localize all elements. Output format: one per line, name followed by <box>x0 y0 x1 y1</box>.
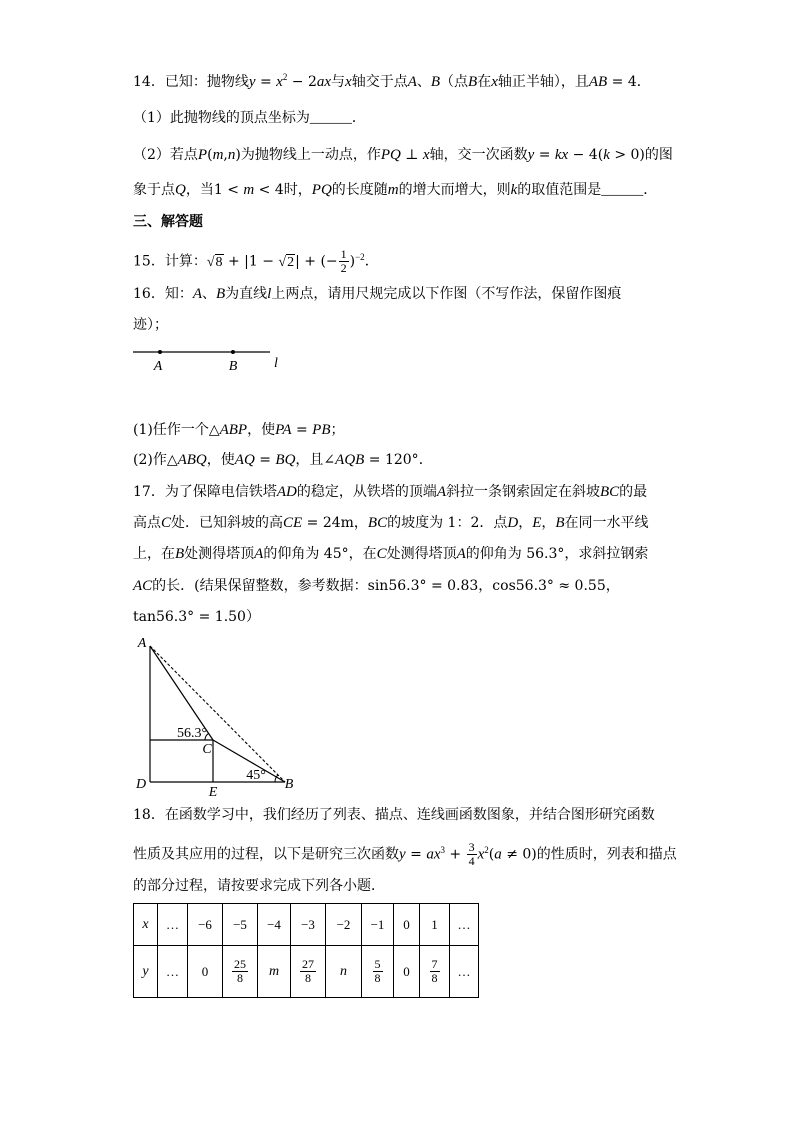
table-cell <box>188 946 223 998</box>
fraction-denominator: 8 <box>305 971 311 985</box>
fraction <box>339 248 349 275</box>
table-cell <box>291 946 326 998</box>
table-cell <box>158 946 188 998</box>
text-run: ． <box>643 182 658 198</box>
table-cell <box>158 904 188 946</box>
text-run: < 4 <box>254 182 284 198</box>
text-run: −3 <box>301 916 315 932</box>
text-run: 0 <box>403 963 410 979</box>
math-run: Q <box>175 182 186 198</box>
math-run: k <box>510 182 518 198</box>
text-run: cos56.3° ≈ 0.55 <box>492 578 606 594</box>
text-run: ， <box>353 515 368 531</box>
label-l: l <box>274 356 278 371</box>
math-run: ABP <box>219 422 248 438</box>
text-run: 的取值范围是 <box>517 182 602 198</box>
text-run: 处．已知斜坡的高 <box>171 515 284 531</box>
math-run: A <box>192 286 202 302</box>
text-run: 在同一水平线 <box>564 515 649 531</box>
text-run: 斜拉一条钢索固定在斜坡 <box>446 484 600 500</box>
text-run: tan56.3° = 1.50 <box>133 609 246 625</box>
math-run: m <box>212 147 224 163</box>
q18-line-1 <box>133 805 655 825</box>
text-run: 性质及其应用的过程，以下是研究三次函数 <box>133 846 399 863</box>
text-run: = <box>405 846 427 863</box>
text-run: + |1 − <box>223 253 279 270</box>
table-cell <box>450 946 479 998</box>
text-run: 15．计算： <box>133 253 207 270</box>
text-run: −5 <box>233 916 247 932</box>
radical-sign: √ <box>206 254 215 270</box>
math-run: PA <box>275 422 292 438</box>
text-run: … <box>166 963 179 979</box>
square-root <box>278 253 295 273</box>
q17-line-5 <box>133 607 260 627</box>
fraction <box>467 841 477 868</box>
text-run: − 2 <box>287 74 317 90</box>
fraction-denominator: 4 <box>468 854 475 868</box>
angle-label-b: 45° <box>246 768 266 783</box>
text-run: 1 <box>431 916 438 932</box>
fraction <box>300 958 316 985</box>
table-cell <box>223 946 258 998</box>
math-run: ax <box>426 846 441 863</box>
table-row-x <box>134 904 479 946</box>
text-run: 的性质时，列表和描点 <box>536 846 677 863</box>
text-run: −4 <box>267 916 281 932</box>
math-run: x <box>422 147 430 163</box>
text-run: + <box>444 846 466 863</box>
math-run: PB <box>312 422 331 438</box>
superscript: −2 <box>355 251 365 262</box>
text-run: ，使 <box>206 452 235 468</box>
math-run: y <box>248 74 256 90</box>
text-run: 18．在函数学习中，我们经历了列表、描点、连线画函数图象，并结合图形研究函数 <box>133 807 655 823</box>
q18-line-2 <box>133 841 677 868</box>
math-run: CE <box>283 515 303 531</box>
q16-figure <box>120 335 300 380</box>
math-run: C <box>376 546 387 562</box>
math-run: y <box>142 964 149 979</box>
q14-part-2-continued <box>133 180 657 201</box>
math-run: l <box>267 286 272 302</box>
fraction-numerator: 7 <box>431 957 438 971</box>
table-cell <box>362 904 394 946</box>
superscript: 2 <box>484 844 489 855</box>
math-run: PQ <box>380 147 401 163</box>
text-run: 的长．(结果保留整数，参考数据： <box>152 578 368 594</box>
text-run: 16．知： <box>133 286 193 302</box>
text-run: 为抛物线上一动点，作 <box>240 147 381 163</box>
math-run: B <box>216 286 226 302</box>
text-run: 在 <box>477 74 492 90</box>
text-run: 14．已知：抛物线 <box>133 74 249 90</box>
text-run: −6 <box>198 916 212 932</box>
label-b: B <box>284 777 294 792</box>
text-run: , <box>223 147 228 163</box>
point-a <box>158 350 162 354</box>
text-run: sin56.3° = 0.83 <box>367 578 479 594</box>
table-cell <box>326 904 362 946</box>
point-b <box>231 350 235 354</box>
text-run: 的稳定，从铁塔的顶端 <box>296 484 437 500</box>
math-run: y <box>527 147 535 163</box>
text-run: 的增大而增大，则 <box>398 182 511 198</box>
text-run: 17．为了保障电信铁塔 <box>133 484 277 500</box>
text-run: 0 <box>403 916 410 932</box>
text-run: ） <box>245 609 260 625</box>
table-cell <box>188 904 223 946</box>
q17-line-2 <box>133 513 649 533</box>
label-d: D <box>135 777 147 792</box>
text-run: 轴交于点 <box>351 74 408 90</box>
label-a: A <box>153 359 163 374</box>
sightline-ab <box>150 646 285 782</box>
math-run: n <box>227 147 236 163</box>
text-run: 的长度随 <box>331 182 388 198</box>
text-run: （1）此抛物线的顶点坐标为 <box>133 110 310 126</box>
fraction-denominator: 2 <box>340 261 347 275</box>
math-run: BC <box>600 484 620 500</box>
math-run: ax <box>316 74 332 90</box>
answer-blank: ______ <box>309 111 352 126</box>
value-table <box>133 903 479 998</box>
angle-label-c: 56.3° <box>176 726 208 741</box>
text-run: 与 <box>331 74 346 90</box>
q14-part-1 <box>133 108 366 129</box>
table-cell <box>362 946 394 998</box>
text-run: (1)任作一个△ <box>133 422 220 438</box>
text-run: > 0) <box>609 147 645 163</box>
q16-line-1 <box>133 284 621 304</box>
math-run: AD <box>276 484 297 500</box>
text-run: | + (− <box>295 253 338 270</box>
math-run: P <box>197 147 208 163</box>
fraction <box>373 958 383 985</box>
text-run: 的坡度为 1：2．点 <box>387 515 508 531</box>
text-run: = <box>534 147 555 163</box>
table-cell <box>258 904 291 946</box>
text-run: = <box>254 452 276 468</box>
text-run: ． <box>351 110 366 126</box>
math-run: x <box>142 917 149 932</box>
text-run: ． <box>364 253 379 270</box>
math-run: a <box>494 846 502 863</box>
text-run: 高点 <box>133 515 161 531</box>
table-cell <box>394 904 420 946</box>
text-run: … <box>457 963 471 979</box>
math-run: B <box>430 74 441 90</box>
text-run: 迹）； <box>133 317 168 333</box>
text-run: ， <box>605 578 620 594</box>
math-run: AQ <box>234 452 255 468</box>
math-run: D <box>507 515 519 531</box>
text-run: 处测得塔顶 <box>386 546 457 562</box>
math-run: AC <box>133 578 153 594</box>
table-cell <box>326 946 362 998</box>
math-run: x <box>345 74 352 90</box>
radical-sign: √ <box>278 254 287 270</box>
superscript: 2 <box>282 72 288 82</box>
label-a: A <box>137 636 147 651</box>
math-run: A <box>254 546 264 562</box>
q15-line <box>133 248 379 275</box>
table-cell <box>450 904 479 946</box>
math-run: x <box>491 74 498 90</box>
fraction-numerator: 5 <box>374 957 381 971</box>
fraction <box>232 958 248 985</box>
math-run: ABQ <box>177 452 207 468</box>
fraction-denominator: 8 <box>431 971 438 985</box>
table-cell <box>223 904 258 946</box>
text-run: 轴，交一次函数 <box>429 147 528 163</box>
text-run: = 4 <box>607 74 637 90</box>
text-run: = 24m <box>302 515 354 531</box>
text-run: ≠ 0) <box>501 846 537 863</box>
radicand: 8 <box>215 254 223 270</box>
fraction-numerator: 1 <box>340 247 347 261</box>
text-run: (2)作△ <box>133 452 178 468</box>
text-run: … <box>166 916 179 932</box>
math-run: PQ <box>311 182 332 198</box>
text-run: ， <box>541 515 556 531</box>
q18-line-3 <box>133 876 385 896</box>
text-run: 、 <box>202 286 216 302</box>
text-run: ． <box>636 74 651 90</box>
text-run: −1 <box>370 916 385 932</box>
math-run: BC <box>367 515 388 531</box>
q17-line-4 <box>133 576 620 596</box>
math-run: B <box>468 74 478 90</box>
fraction-denominator: 8 <box>374 971 381 985</box>
math-run: x <box>477 846 485 863</box>
text-run: = <box>255 74 277 90</box>
text-run: − 4( <box>568 147 604 163</box>
text-run: ( <box>207 147 213 163</box>
radicand: 2 <box>287 254 295 270</box>
table-cell <box>291 904 326 946</box>
fraction-numerator: 3 <box>468 840 475 854</box>
q16-sub-1 <box>133 420 344 440</box>
text-run: ； <box>330 422 345 438</box>
text-run: 处测得塔顶 <box>184 546 255 562</box>
text-run: ，使 <box>247 422 276 438</box>
text-run: 上，在 <box>133 546 175 562</box>
table-cell <box>258 946 291 998</box>
text-run: 轴正半轴），且 <box>497 74 589 90</box>
math-run: BQ <box>275 452 296 468</box>
answer-blank: ______ <box>601 183 644 198</box>
math-run: A <box>407 74 417 90</box>
text-run: 的仰角为 45°，在 <box>263 546 377 562</box>
table-header-cell <box>134 946 158 998</box>
text-run: 时， <box>283 182 312 198</box>
q16-sub-2 <box>133 450 433 470</box>
text-run: −2 <box>336 916 351 932</box>
text-run: 、 <box>416 74 431 90</box>
fraction-numerator: 27 <box>302 957 314 971</box>
text-run: 为直线 <box>225 286 268 302</box>
math-run: m <box>387 182 399 198</box>
math-run: B <box>175 546 185 562</box>
table-header-cell <box>134 904 158 946</box>
text-run: 的图 <box>644 147 673 163</box>
q17-line-1 <box>133 482 647 502</box>
table-cell <box>394 946 420 998</box>
text-run: 1 < <box>213 182 244 198</box>
math-run: m <box>268 964 280 979</box>
table-row-y <box>134 946 479 998</box>
text-run: = 120° <box>364 452 419 468</box>
math-run: AQB <box>335 452 365 468</box>
q16-line-2 <box>133 315 168 335</box>
text-run: 0 <box>201 963 209 979</box>
q17-figure <box>130 630 305 800</box>
text-run: ， <box>478 578 493 594</box>
text-run: ． <box>418 452 433 468</box>
q17-line-3 <box>133 544 648 564</box>
math-run: k <box>603 147 610 163</box>
section-heading: 三、解答题 <box>133 214 203 230</box>
math-run: A <box>436 484 446 500</box>
text-run: （2）若点 <box>133 147 198 163</box>
text-run: ，且∠ <box>295 452 336 468</box>
text-run: 的部分过程，请按要求完成下列各小题． <box>133 878 385 894</box>
table-cell <box>420 946 450 998</box>
fraction <box>430 958 440 985</box>
math-run: m <box>243 182 255 198</box>
fraction-denominator: 8 <box>237 971 243 985</box>
math-run: B <box>555 515 565 531</box>
label-c: C <box>202 742 212 757</box>
text-run: 象于点 <box>133 182 175 198</box>
square-root <box>207 253 224 273</box>
text-run: 上两点，请用尺规完成以下作图（不写作法，保留作图痕 <box>271 286 622 302</box>
text-run: ， <box>518 515 533 531</box>
text-run: ) <box>235 147 241 163</box>
q14-part-2 <box>133 145 673 165</box>
text-run: 的仰角为 56.3°，求斜拉钢索 <box>465 546 649 562</box>
math-run: kx <box>554 147 569 163</box>
label-b: B <box>228 359 238 374</box>
math-run: E <box>532 515 542 531</box>
math-run: C <box>161 515 172 531</box>
text-run: ) <box>349 253 356 270</box>
math-run: A <box>456 546 466 562</box>
text-run: … <box>457 916 471 932</box>
math-run: x <box>276 74 283 90</box>
q14-line-1 <box>133 72 651 93</box>
text-run: 的最 <box>619 484 648 500</box>
text-run: ，当 <box>185 182 214 198</box>
text-run: ⊥ <box>400 147 423 163</box>
math-run: n <box>340 964 347 979</box>
text-run: （点 <box>440 74 469 90</box>
math-run: y <box>399 846 406 863</box>
table-cell <box>420 904 450 946</box>
fraction-numerator: 25 <box>234 957 246 971</box>
text-run: ( <box>488 846 495 863</box>
label-e: E <box>208 785 218 800</box>
superscript: 3 <box>440 844 445 855</box>
math-run: AB <box>588 74 608 90</box>
text-run: = <box>291 422 313 438</box>
